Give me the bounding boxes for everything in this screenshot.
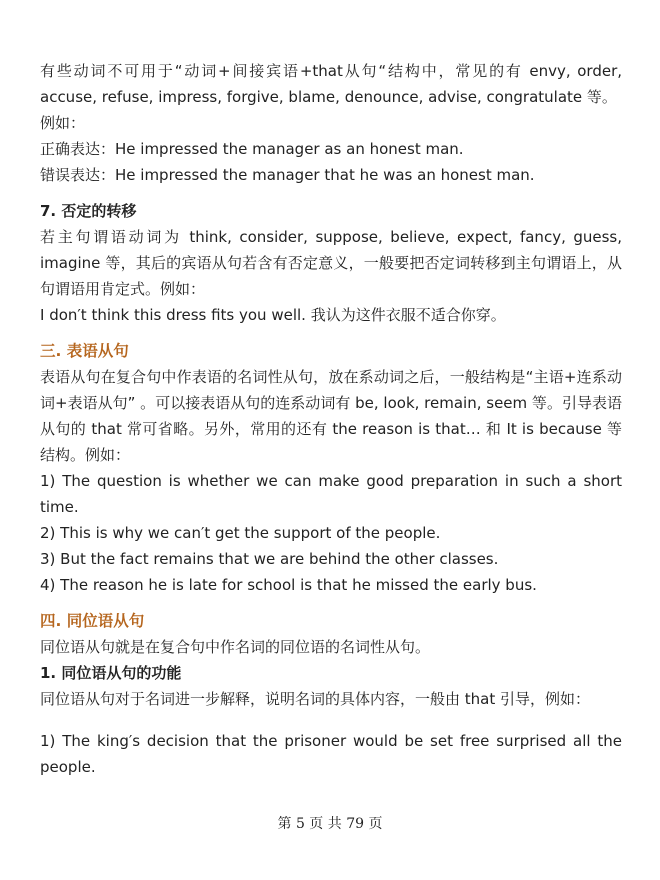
appositive-clause-heading: 四. 同位语从句 — [40, 612, 145, 630]
negation-example: I don′t think this dress fits you well. 我认为这件衣服不适合你穿。 — [40, 306, 506, 324]
negation-paragraph: 若主句谓语动词为 think, consider, suppose, believe, expect, fancy, guess, imagine 等，其后的宾语从句若含有否定意义，一般要把否定词转移到主句谓语上，从句谓语用肯定式。例如： — [40, 228, 622, 298]
appositive-example-1: 1) The king′s decision that the prisoner would be set free surprised all the people. — [40, 732, 622, 776]
predicative-clause-heading: 三. 表语从句 — [40, 342, 129, 360]
correct-example: 正确表达：He impressed the manager as an honest man. — [40, 140, 464, 158]
predicative-example-1: 1) The question is whether we can make good preparation in such a short time. — [40, 472, 622, 516]
predicative-paragraph: 表语从句在复合句中作表语的名词性从句，放在系动词之后，一般结构是“主语+连系动词+表语从句” 。可以接表语从句的连系动词有 be, look, remain, seem 等。引导表语从句的 that 常可省略。另外，常用的还有 the reason is that… 和 It is because 等结构。例如： — [40, 368, 622, 464]
wrong-example: 错误表达：He impressed the manager that he was an honest man. — [40, 166, 535, 184]
predicative-example-2: 2) This is why we can′t get the support of the people. — [40, 524, 441, 542]
example-label: 例如： — [40, 114, 86, 132]
verbs-intro-paragraph: 有些动词不可用于“动词+间接宾语+that从句“结构中，常见的有 envy, order, accuse, refuse, impress, forgive, blame, denounce, advise, congratulate 等。 — [40, 62, 622, 106]
predicative-example-4: 4) The reason he is late for school is that he missed the early bus. — [40, 576, 537, 594]
page-number-footer: 第 5 页 共 79 页 — [277, 816, 383, 832]
predicative-example-3: 3) But the fact remains that we are behind the other classes. — [40, 550, 499, 568]
appositive-definition: 同位语从句就是在复合句中作名词的同位语的名词性从句。 — [40, 638, 431, 656]
appositive-function-subheading: 1. 同位语从句的功能 — [40, 664, 182, 682]
negation-heading: 7. 否定的转移 — [40, 202, 137, 220]
appositive-paragraph: 同位语从句对于名词进一步解释，说明名词的具体内容，一般由 that 引导，例如： — [40, 690, 591, 708]
